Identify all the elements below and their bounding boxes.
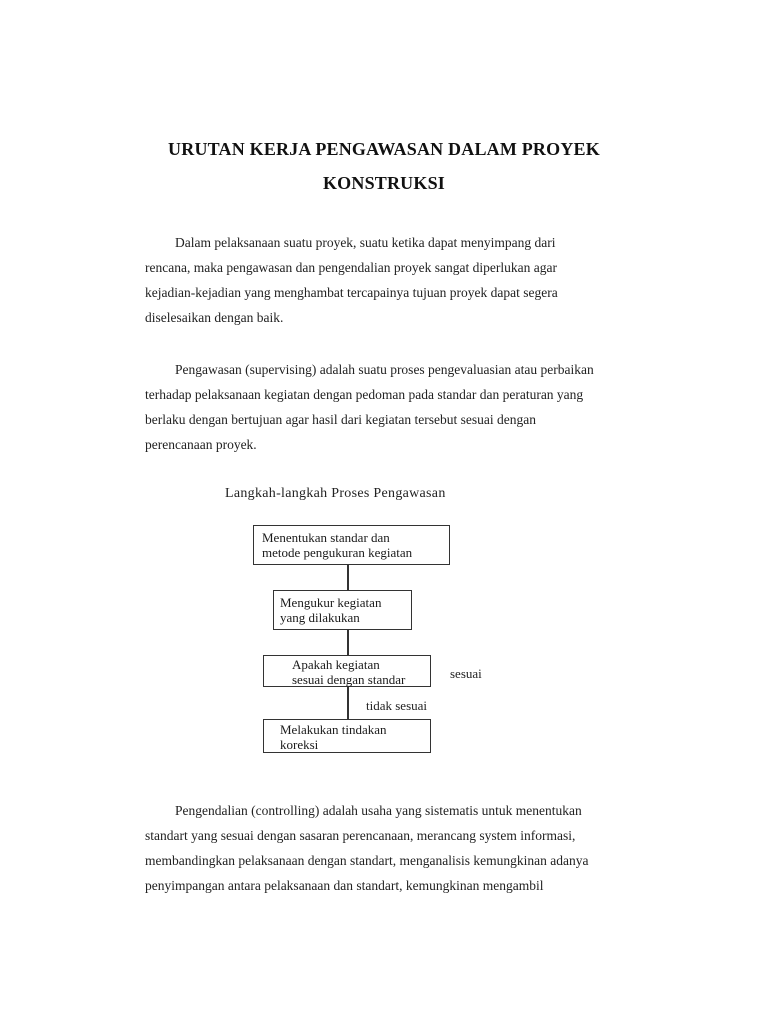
flowchart-step-text: Menentukan standar dan	[262, 530, 390, 545]
flowchart-label-no: tidak sesuai	[366, 698, 428, 713]
paragraph-intro	[145, 230, 665, 330]
paragraph-line: Pengawasan (supervising) adalah suatu proses pengevaluasian atau perbaikan	[175, 362, 594, 377]
paragraph-line: membandingkan pelaksanaan dengan standart, menganalisis kemungkinan adanya	[145, 853, 589, 868]
flowchart-step-compare	[263, 655, 431, 687]
flowchart-step-text: Melakukan tindakan	[280, 722, 387, 737]
flowchart-title: Langkah-langkah Proses Pengawasan	[225, 486, 446, 501]
paragraph-line: rencana, maka pengawasan dan pengendalian proyek sangat diperlukan agar	[145, 260, 557, 275]
flowchart-step-text: Mengukur kegiatan	[280, 595, 382, 610]
paragraph-line: terhadap pelaksanaan kegiatan dengan pedoman pada standar dan peraturan yang	[145, 387, 584, 402]
flowchart-step-measure	[273, 590, 412, 630]
flowchart-step-text: sesuai dengan standar	[292, 672, 406, 687]
flowchart-step-text: Apakah kegiatan	[292, 657, 380, 672]
paragraph-line: Pengendalian (controlling) adalah usaha yang sistematis untuk menentukan	[175, 803, 582, 818]
paragraph-line: penyimpangan antara pelaksanaan dan standart, kemungkinan mengambil	[145, 878, 544, 893]
document-title-line1: URUTAN KERJA PENGAWASAN DALAM PROYEK	[168, 139, 600, 159]
flowchart-step-text: koreksi	[280, 737, 319, 752]
paragraph-line: kejadian-kejadian yang menghambat tercapainya tujuan proyek dapat segera	[145, 285, 558, 300]
flowchart-connector	[347, 565, 349, 590]
paragraph-supervising	[145, 357, 665, 457]
paragraph-controlling	[145, 798, 665, 898]
flowchart-step-correct	[263, 719, 431, 753]
flowchart-step-set-standard	[253, 525, 450, 565]
paragraph-line: berlaku dengan bertujuan agar hasil dari kegiatan tersebut sesuai dengan	[145, 412, 536, 427]
paragraph-line: Dalam pelaksanaan suatu proyek, suatu ketika dapat menyimpang dari	[175, 235, 556, 250]
flowchart-label-yes: sesuai	[450, 666, 482, 681]
flowchart-step-text: metode pengukuran kegiatan	[262, 545, 413, 560]
flowchart-connector	[347, 687, 349, 719]
paragraph-line: perencanaan proyek.	[145, 437, 257, 452]
paragraph-line: diselesaikan dengan baik.	[145, 310, 284, 325]
document-title-line2: KONSTRUKSI	[322, 173, 446, 193]
paragraph-line: standart yang sesuai dengan sasaran perencanaan, merancang system informasi,	[145, 828, 576, 843]
flowchart-connector	[347, 630, 349, 655]
flowchart-step-text: yang dilakukan	[280, 610, 360, 625]
